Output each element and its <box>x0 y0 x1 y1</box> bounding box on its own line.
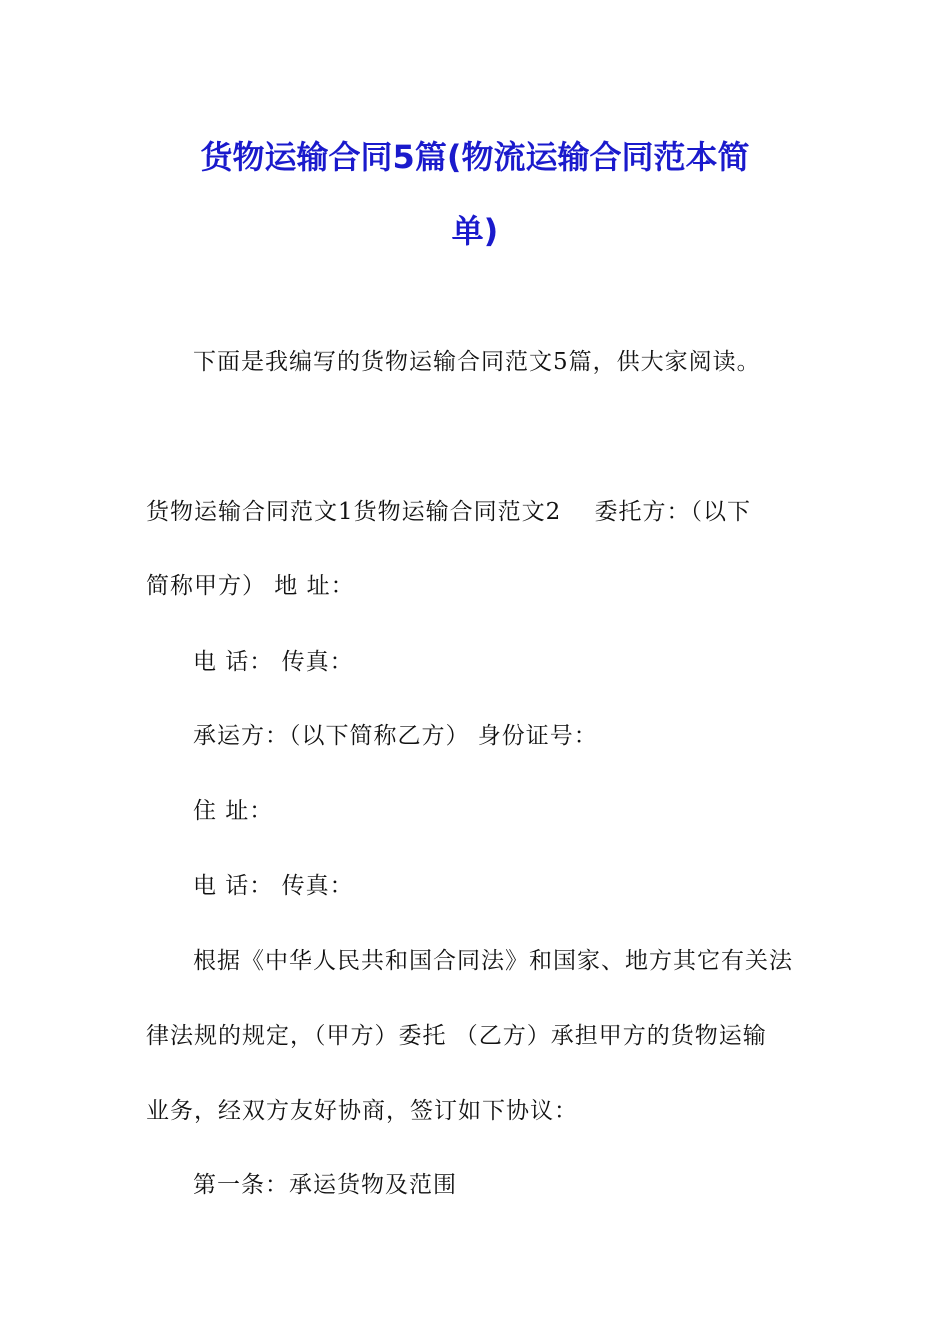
document-title-line1: 货物运输合同5篇(物流运输合同范本简 <box>200 138 750 176</box>
residence-line: 住 址： <box>193 798 274 824</box>
intro-paragraph: 下面是我编写的货物运输合同范文5篇，供大家阅读。 <box>193 349 761 375</box>
paragraph-line: 根据《中华人民共和国合同法》和国家、地方其它有关法 <box>193 948 793 974</box>
document-title-line2: 单) <box>451 212 499 250</box>
paragraph-line: 简称甲方） 地 址： <box>146 573 355 599</box>
carrier-line: 承运方：（以下简称乙方） 身份证号： <box>193 723 598 749</box>
paragraph-line: 业务，经双方友好协商，签订如下协议： <box>146 1098 578 1124</box>
article-heading: 第一条：承运货物及范围 <box>193 1172 457 1198</box>
phone-fax-line: 电 话： 传真： <box>193 649 354 675</box>
paragraph-line: 货物运输合同范文1货物运输合同范文2 委托方：（以下 <box>146 499 752 525</box>
paragraph-line: 律法规的规定，（甲方）委托 （乙方）承担甲方的货物运输 <box>146 1023 767 1049</box>
phone-fax-line: 电 话： 传真： <box>193 873 354 899</box>
